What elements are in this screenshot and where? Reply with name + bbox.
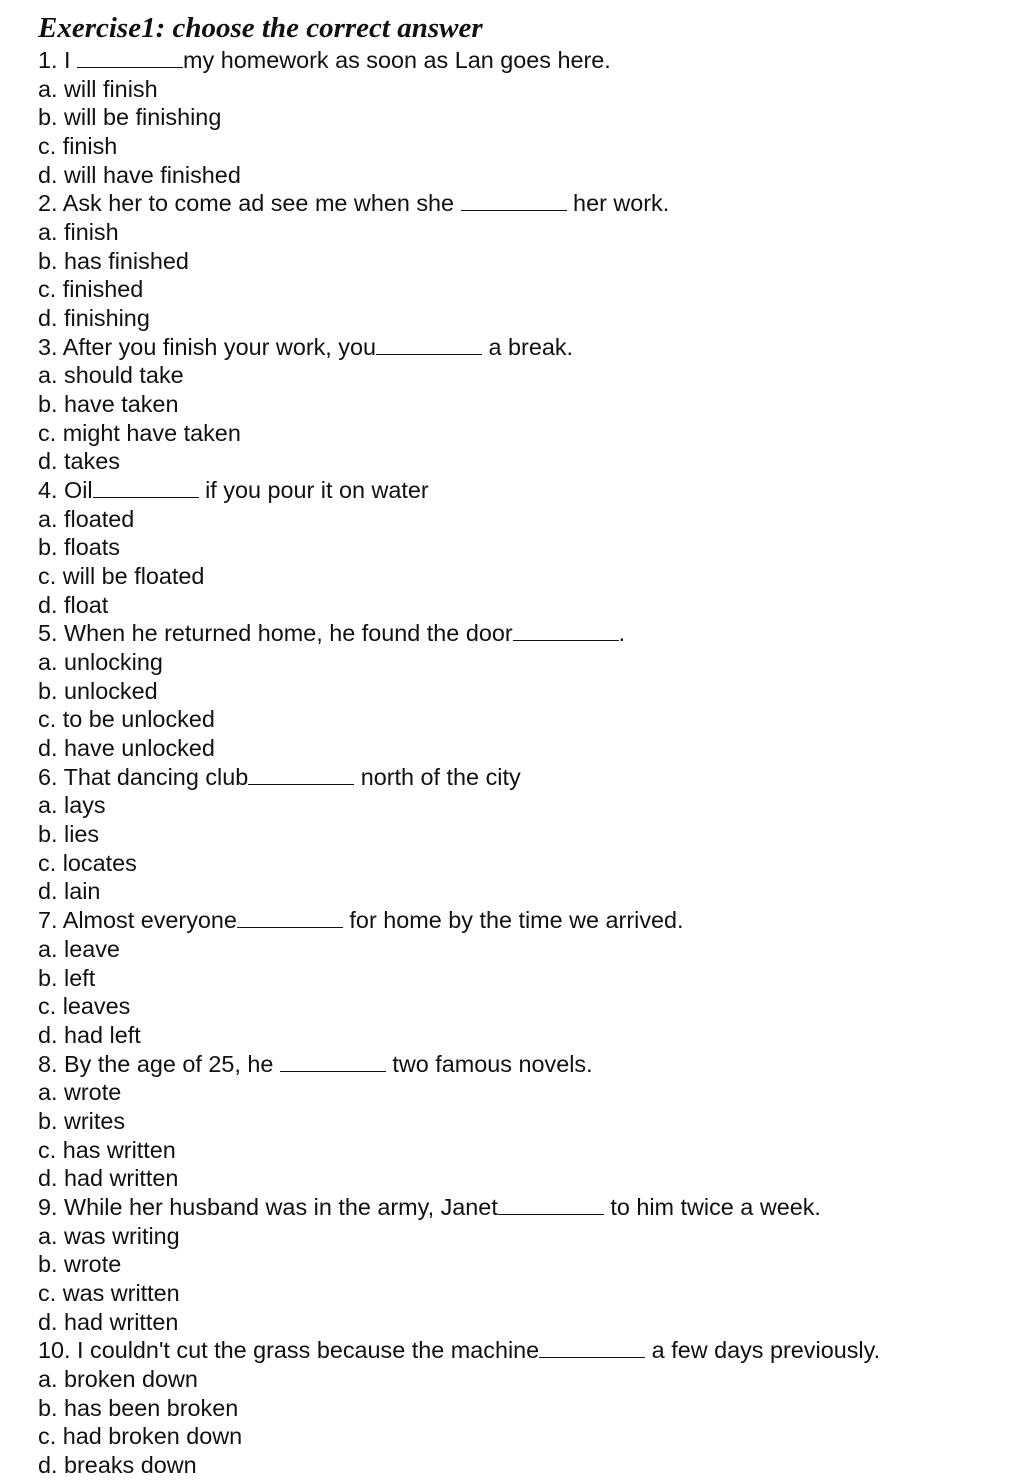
question-9 [38,1193,998,1222]
answer-option[interactable]: b. will be finishing [38,104,222,131]
answer-option[interactable]: a. was writing [38,1222,180,1249]
answer-option[interactable]: c. locates [38,849,137,876]
answer-option[interactable]: a. lays [38,792,106,819]
answer-blank [513,639,619,641]
answer-blank [280,1070,386,1072]
answer-blank [376,353,482,355]
question-text-before: 1. I [38,47,78,73]
answer-option[interactable]: d. lain [38,878,101,905]
question-text-after: a few days previously. [645,1337,881,1364]
answer-blank [539,1356,645,1358]
question-10 [38,1336,998,1365]
answer-option[interactable]: b. wrote [38,1251,122,1278]
answer-option[interactable]: c. finished [38,276,144,303]
worksheet [38,10,998,1480]
question-text-after: . [618,620,626,647]
answer-option[interactable]: b. have taken [38,391,179,418]
answer-blank [248,783,354,785]
question-1 [38,46,998,75]
answer-option[interactable]: b. writes [38,1107,126,1134]
answer-option[interactable]: c. will be floated [38,563,205,590]
answer-option[interactable]: a. broken down [38,1365,198,1392]
answer-option[interactable]: a. will finish [38,75,158,102]
answer-option[interactable]: c. has written [38,1136,176,1163]
answer-blank [498,1213,604,1215]
answer-option[interactable]: d. had left [38,1021,141,1048]
answer-blank [77,66,183,68]
answer-option[interactable]: a. floated [38,505,135,532]
question-text-before: 8. By the age of 25, he [38,1050,280,1077]
answer-option[interactable]: c. leaves [38,993,131,1020]
question-text-after: her work. [566,190,670,217]
answer-option[interactable]: a. unlocking [38,649,163,676]
answer-option[interactable]: d. will have finished [38,161,241,188]
question-text-before: 3. After you finish your work, you [38,333,377,360]
question-6 [38,763,998,792]
answer-option[interactable]: d. breaks down [38,1451,197,1478]
answer-option[interactable]: c. was written [38,1279,180,1306]
exercise-title: Exercise1: choose the correct answer [38,12,483,44]
answer-option[interactable]: b. has finished [38,247,189,274]
question-2 [38,189,998,218]
question-text-before: 4. Oil [38,477,93,504]
question-text-before: 6. That dancing club [38,763,249,790]
answer-blank [237,926,343,928]
question-list [38,46,998,1480]
answer-option[interactable]: a. wrote [38,1079,122,1106]
question-text-before: 2. Ask her to come ad see me when she [38,190,461,217]
question-text-after: north of the city [354,763,521,790]
answer-option[interactable]: a. leave [38,935,120,962]
question-7 [38,906,998,935]
question-8 [38,1050,998,1079]
answer-option[interactable]: d. takes [38,448,120,475]
question-text-after: my homework as soon as Lan goes here. [183,47,611,73]
question-text-before: 9. While her husband was in the army, Janet [38,1193,498,1220]
answer-option[interactable]: b. lies [38,821,100,848]
answer-option[interactable]: d. float [38,591,109,618]
answer-option[interactable]: d. have unlocked [38,735,215,762]
question-text-before: 10. I couldn't cut the grass because the machine [38,1337,540,1364]
answer-option[interactable]: c. might have taken [38,419,241,446]
answer-option[interactable]: d. had written [38,1165,179,1192]
answer-option[interactable]: d. finishing [38,305,150,332]
answer-option[interactable]: c. had broken down [38,1423,243,1450]
question-text-after: to him twice a week. [603,1193,821,1220]
answer-option[interactable]: b. has been broken [38,1394,239,1421]
answer-blank [461,209,567,211]
answer-option[interactable]: b. unlocked [38,677,158,704]
question-text-after: for home by the time we arrived. [342,907,684,934]
answer-option[interactable]: a. should take [38,362,184,389]
answer-option[interactable]: b. floats [38,534,120,561]
answer-blank [93,496,199,498]
answer-option[interactable]: a. finish [38,219,119,246]
answer-option[interactable]: b. left [38,964,96,991]
question-3 [38,333,998,362]
answer-option[interactable]: c. finish [38,133,118,160]
question-text-before: 7. Almost everyone [38,907,237,934]
question-text-after: a break. [482,333,574,360]
question-5 [38,619,998,648]
question-4 [38,476,998,505]
question-text-before: 5. When he returned home, he found the door [38,620,513,647]
question-text-after: two famous novels. [385,1050,593,1077]
answer-option[interactable]: c. to be unlocked [38,706,215,733]
question-text-after: if you pour it on water [198,477,429,504]
answer-option[interactable]: d. had written [38,1308,179,1335]
